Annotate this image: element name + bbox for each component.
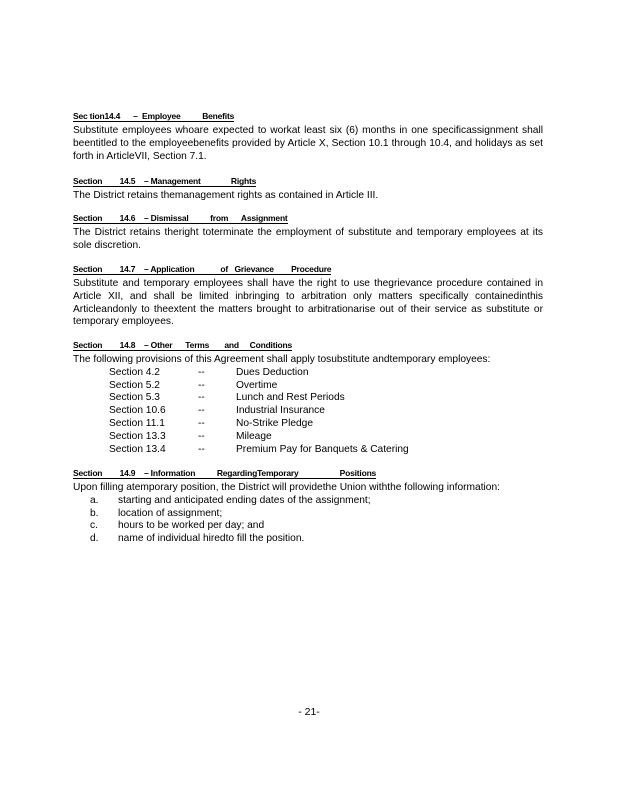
item-text: name of individual hiredto fill the position.	[118, 533, 305, 545]
provision-section: Section 4.2	[109, 366, 160, 378]
provision-section: Section 10.6	[109, 405, 166, 417]
section-14-6	[73, 208, 543, 253]
list-item	[73, 508, 543, 521]
list-item	[73, 405, 543, 418]
section-paragraph: Substitute employees whoare expected to workat least six (6) months in one specificassignment shall beentitled to the employeebenefits provided by Article X, Section 10.1 through 10.4, and holidays as set forth in ArticleVII, Section 7.1.	[73, 125, 543, 162]
provision-section: Section 11.1	[109, 417, 165, 429]
provision-description: Premium Pay for Banquets & Catering	[236, 443, 409, 455]
provision-section: Section 13.4	[109, 443, 166, 455]
item-text: starting and anticipated ending dates of the assignment;	[118, 494, 371, 506]
provision-description: Dues Deduction	[236, 366, 309, 378]
page-number: - 21-	[298, 706, 320, 718]
provision-dash: --	[198, 430, 205, 442]
section-heading: Section 14.5 – Management Rights	[73, 176, 257, 186]
provision-description: No-Strike Pledge	[236, 417, 314, 429]
section-paragraph: The following provisions of this Agreement shall apply tosubstitute andtemporary employees:	[73, 354, 491, 365]
provision-description: Overtime	[236, 379, 278, 391]
provision-dash: --	[198, 366, 205, 378]
list-item	[73, 418, 543, 431]
provision-section: Section 5.2	[109, 379, 160, 391]
list-item	[73, 520, 543, 533]
section-14-9	[73, 463, 543, 546]
list-item	[73, 444, 543, 457]
item-text: location of assignment;	[118, 507, 223, 519]
item-letter: b.	[90, 507, 99, 519]
list-item	[73, 495, 543, 508]
provision-description: Industrial Insurance	[236, 405, 325, 417]
list-item	[73, 533, 543, 546]
section-paragraph: Substitute and temporary employees shall have the right to use thegrievance procedure contained in Article XII, and shall be limited inbringing to arbitration only matters specifically containedinthis Articleandonly to theextent the matters brought to arbitrationarise out of their service as substitute or temporary employees.	[73, 278, 543, 328]
section-paragraph: The District retains theright toterminate the employment of substitute and temporary employees at its sole discretion.	[73, 227, 543, 251]
section-heading: Section 14.8 – Other Terms and Conditions	[73, 340, 293, 350]
section-14-4	[73, 106, 543, 163]
provision-dash: --	[198, 379, 205, 391]
section-14-8	[73, 335, 543, 456]
section-heading: Section 14.6 – Dismissal from Assignment	[73, 213, 288, 223]
list-item	[73, 392, 543, 405]
provision-dash: --	[198, 417, 205, 429]
section-paragraph: Upon filling atemporary position, the District will providethe Union withthe following information:	[73, 482, 500, 493]
provision-section: Section 13.3	[109, 430, 166, 442]
item-letter: c.	[90, 520, 98, 532]
item-letter: a.	[90, 494, 99, 506]
provision-dash: --	[198, 392, 205, 404]
section-heading: Section 14.9 – Information RegardingTemporary Positions	[73, 468, 377, 478]
provision-section: Section 5.3	[109, 392, 160, 404]
provision-dash: --	[198, 405, 205, 417]
provision-dash: --	[198, 443, 205, 455]
section-paragraph: The District retains themanagement rights as contained in Article III.	[73, 190, 379, 201]
provisions-list	[73, 367, 543, 457]
list-item	[73, 380, 543, 393]
list-item	[73, 367, 543, 380]
section-heading: Section 14.7 – Application of Grievance Procedure	[73, 264, 332, 274]
section-heading: Sec tion14.4 – Employee Benefits	[73, 111, 235, 121]
provision-description: Lunch and Rest Periods	[236, 392, 345, 404]
provision-description: Mileage	[236, 430, 272, 442]
section-14-7	[73, 259, 543, 329]
section-14-5	[73, 171, 543, 203]
list-item	[73, 431, 543, 444]
information-list	[73, 495, 543, 546]
item-text: hours to be worked per day; and	[118, 520, 265, 532]
item-letter: d.	[90, 533, 99, 545]
